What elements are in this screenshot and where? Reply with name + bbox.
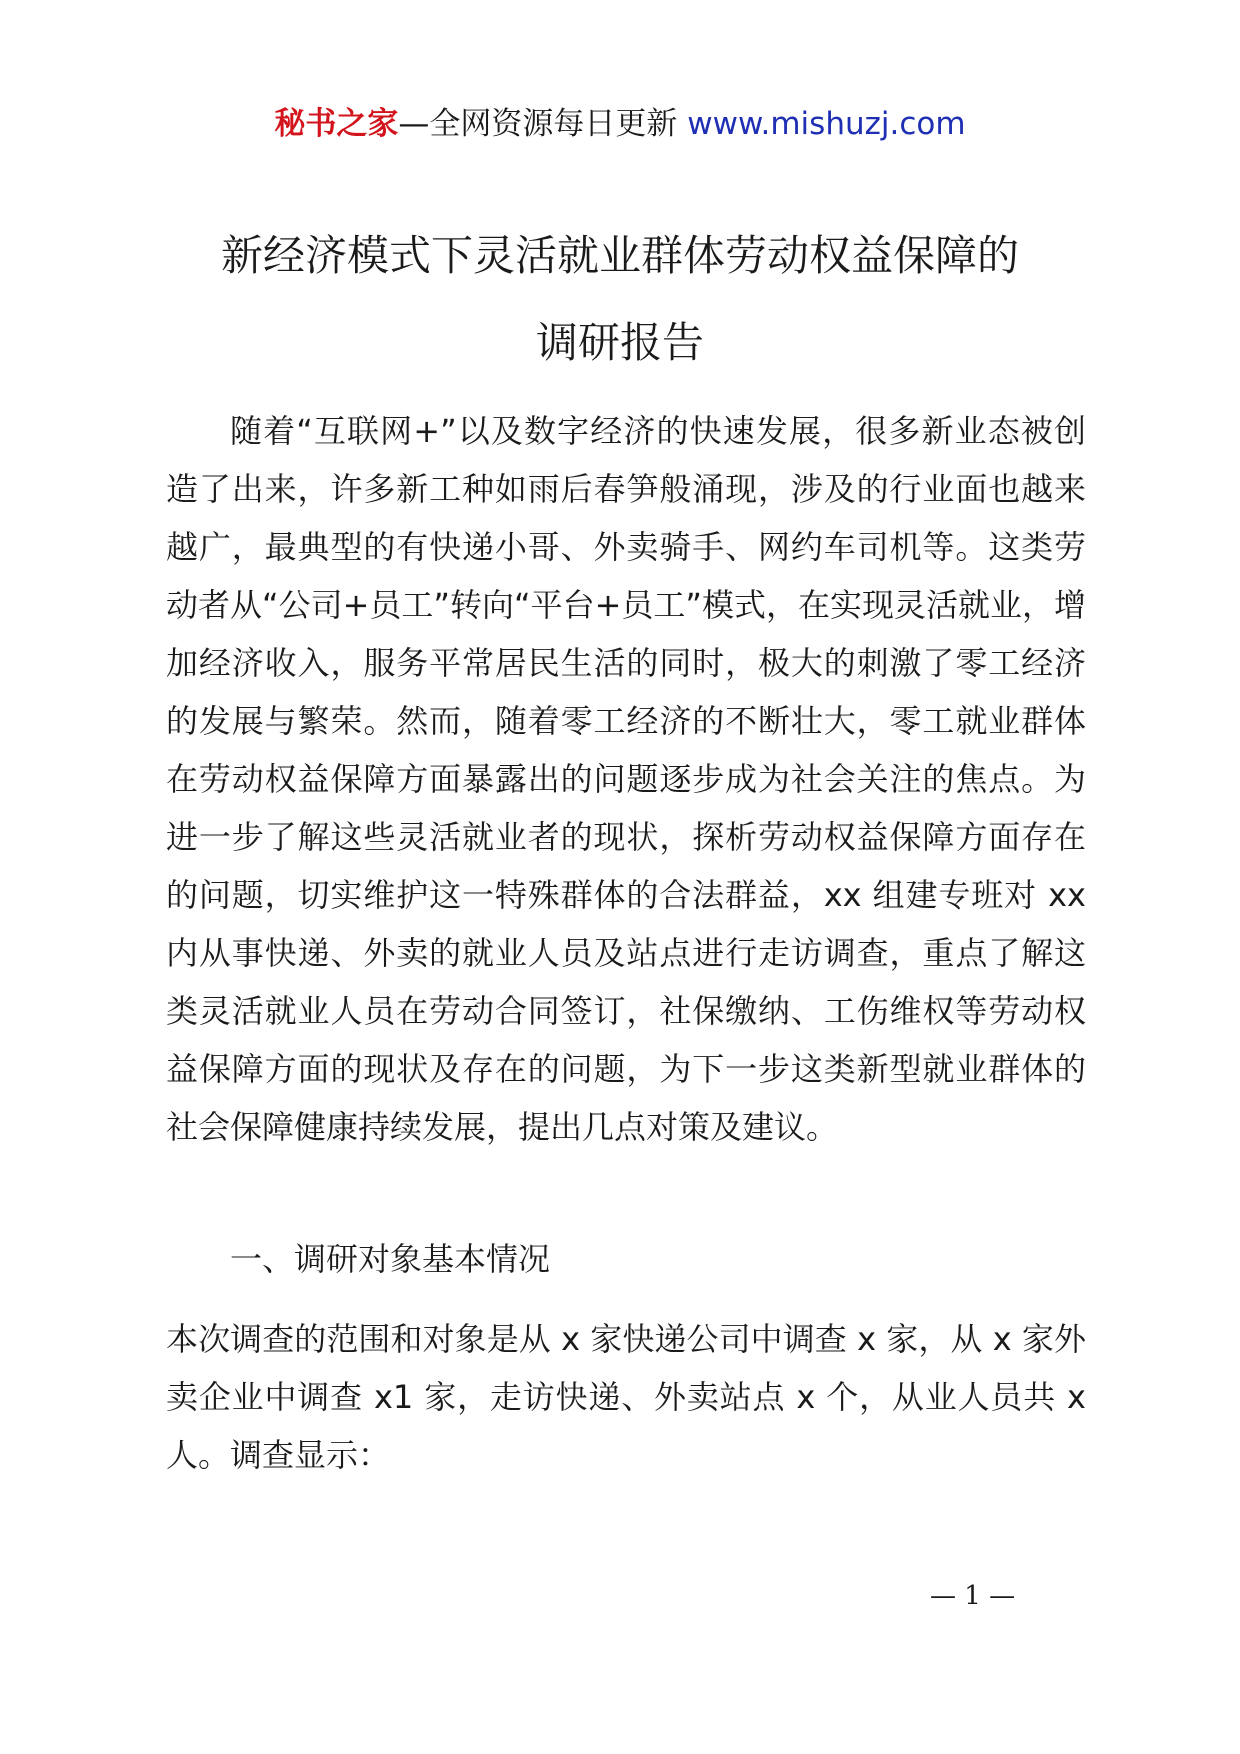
document-title-line-1: 新经济模式下灵活就业群体劳动权益保障的 (220, 231, 1019, 280)
site-url-link[interactable]: www.mishuzj.com (687, 106, 966, 142)
site-tagline: —全网资源每日更新 (398, 106, 678, 142)
section-1-paragraph: 本次调查的范围和对象是从 x 家快递公司中调查 x 家，从 x 家外卖企业中调查 x1 家，走访快递、外卖站点 x 个，从业人员共 x 人。调查显示： (166, 1320, 1086, 1474)
section-heading-1: 一、调研对象基本情况 (230, 1240, 551, 1278)
site-header (0, 102, 1240, 146)
site-brand: 秘书之家 (274, 106, 399, 142)
document-title-line-2: 调研报告 (535, 318, 704, 367)
page-number: — 1 — (930, 1581, 1016, 1611)
intro-paragraph: 随着“互联网+”以及数字经济的快速发展，很多新业态被创造了出来，许多新工种如雨后春笋般涌现，涉及的行业面也越来越广，最典型的有快递小哥、外卖骑手、网约车司机等。这类劳动者从“公司+员工”转向“平台+员工”模式，在实现灵活就业，增加经济收入，服务平常居民生活的同时，极大的刺激了零工经济的发展与繁荣。然而，随着零工经济的不断壮大，零工就业群体在劳动权益保障方面暴露出的问题逐步成为社会关注的焦点。为进一步了解这些灵活就业者的现状，探析劳动权益保障方面存在的问题，切实维护这一特殊群体的合法群益，xx 组建专班对 xx 内从事快递、外卖的就业人员及站点进行走访调查，重点了解这类灵活就业人员在劳动合同签订，社保缴纳、工伤维权等劳动权益保障方面的现状及存在的问题，为下一步这类新型就业群体的社会保障健康持续发展，提出几点对策及建议。 (166, 412, 1086, 1146)
